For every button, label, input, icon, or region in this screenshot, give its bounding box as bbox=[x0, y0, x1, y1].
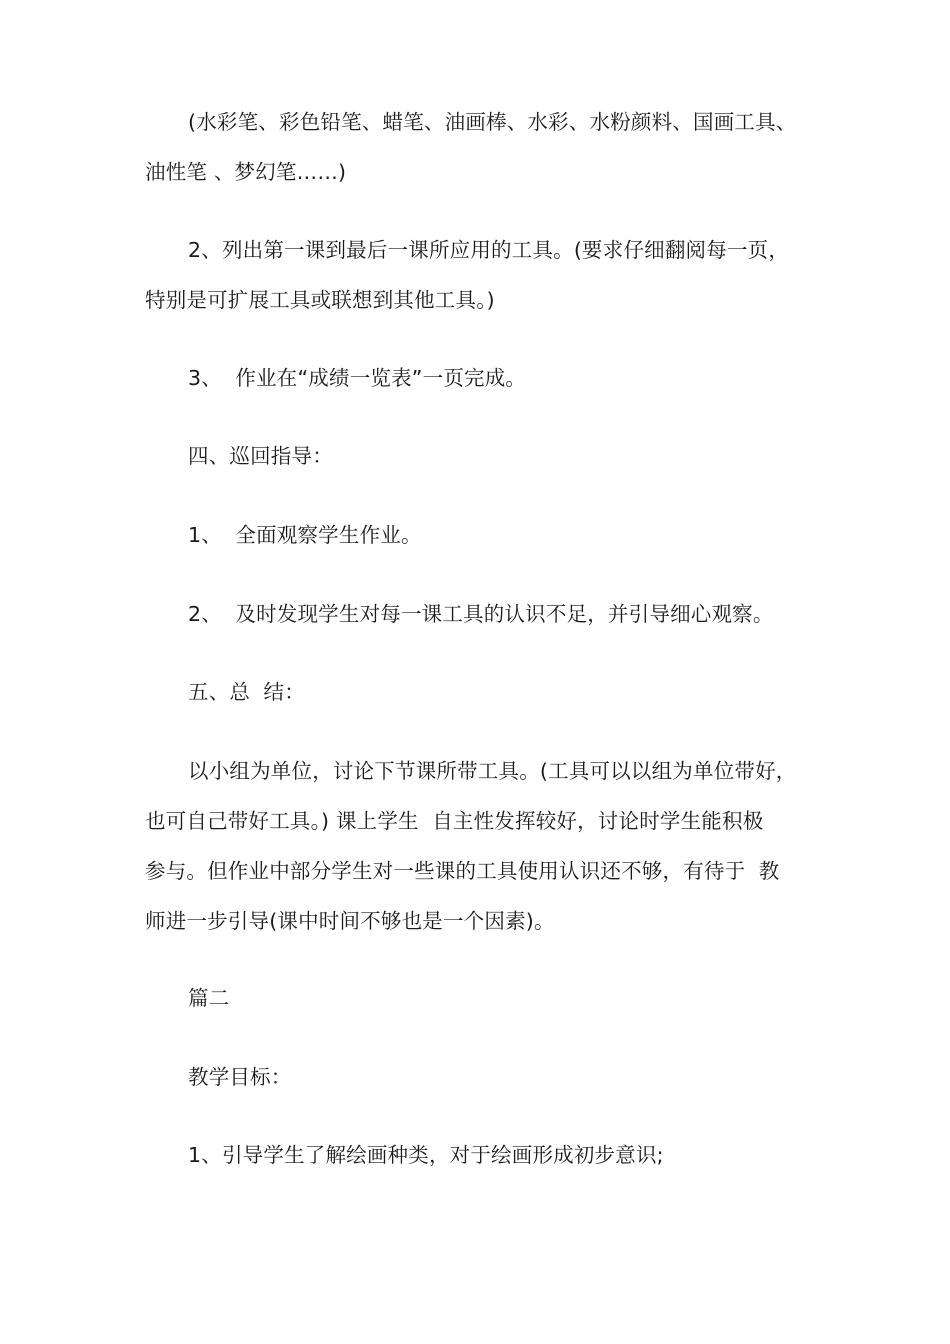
text-line: 五、总 结： bbox=[188, 680, 305, 704]
paragraph-summary bbox=[145, 746, 815, 946]
text-line: 也可自己带好工具。) 课上学生 自主性发挥较好，讨论时学生能积极 bbox=[145, 809, 764, 833]
text-line: 油性笔 、梦幻笔……) bbox=[145, 160, 347, 184]
text-line: 篇二 bbox=[188, 986, 230, 1010]
text-line: 以小组为单位，讨论下节课所带工具。(工具可以以组为单位带好， bbox=[188, 759, 797, 783]
text-line: 1、 全面观察学生作业。 bbox=[188, 523, 422, 547]
heading-patrol-guidance bbox=[145, 431, 815, 481]
text-line: 四、巡回指导： bbox=[188, 444, 333, 468]
text-line: 师进一步引导(课中时间不够也是一个因素)。 bbox=[145, 909, 555, 933]
text-line: 3、 作业在“成绩一览表”一页完成。 bbox=[188, 366, 527, 390]
heading-teaching-objectives bbox=[145, 1052, 815, 1102]
text-line: 2、列出第一课到最后一课所应用的工具。(要求仔细翻阅每一页， bbox=[188, 238, 790, 262]
text-line: 参与。但作业中部分学生对一些课的工具使用认识还不够，有待于 教 bbox=[145, 859, 780, 883]
text-line: (水彩笔、彩色铅笔、蜡笔、油画棒、水彩、水粉颜料、国画工具、 bbox=[188, 110, 797, 134]
heading-part-2 bbox=[145, 973, 815, 1023]
heading-summary bbox=[145, 667, 815, 717]
paragraph-tools-list bbox=[145, 97, 815, 197]
paragraph-guide-2 bbox=[145, 589, 815, 639]
text-line: 1、引导学生了解绘画种类，对于绘画形成初步意识; bbox=[188, 1143, 664, 1167]
paragraph-task-2 bbox=[145, 225, 815, 325]
text-line: 2、 及时发现学生对每一课工具的认识不足，并引导细心观察。 bbox=[188, 602, 774, 626]
paragraph-task-3 bbox=[145, 353, 815, 403]
paragraph-objective-1 bbox=[145, 1130, 815, 1180]
text-line: 特别是可扩展工具或联想到其他工具。) bbox=[145, 288, 495, 312]
paragraph-guide-1 bbox=[145, 510, 815, 560]
text-line: 教学目标： bbox=[188, 1065, 292, 1089]
